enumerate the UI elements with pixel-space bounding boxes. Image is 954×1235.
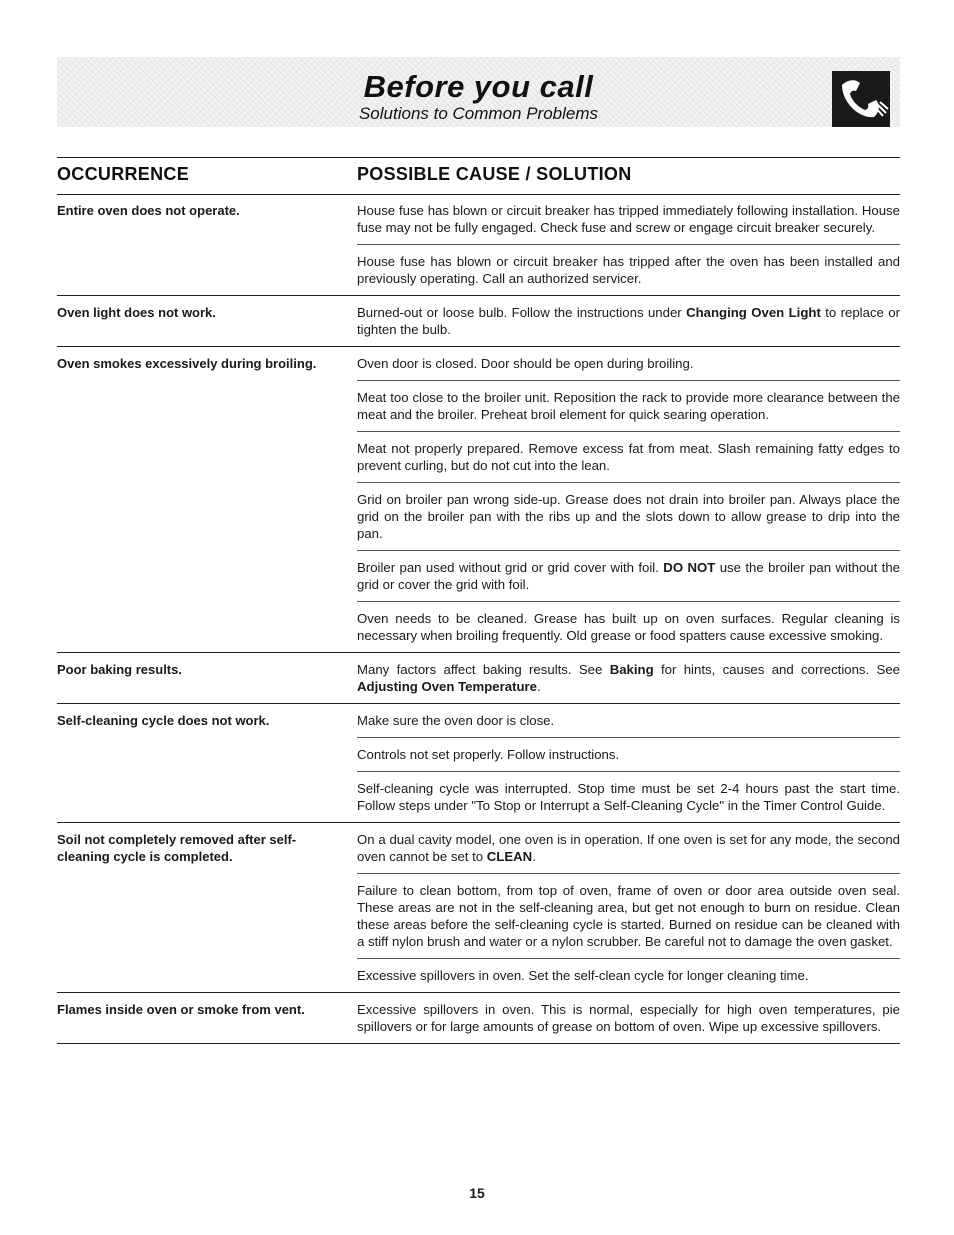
occurrence-cell: Soil not completely removed after self-cleaning cycle is completed. <box>57 832 297 864</box>
solution-text: . <box>532 849 536 864</box>
solution-emphasis: Adjusting Oven Temperature <box>357 679 538 694</box>
table-row <box>57 704 900 823</box>
occurrence-cell: Entire oven does not operate. <box>57 203 240 218</box>
cause-column-header: POSSIBLE CAUSE / SOLUTION <box>357 164 632 184</box>
occurrence-cell: Oven smokes excessively during broiling. <box>57 356 317 371</box>
solution-text: Self-cleaning cycle was interrupted. Stop time must be set 2-4 hours past the start time. Follow steps under "To Stop or Interrupt a Self-Cleaning Cycle" in the Timer Control Guide. <box>357 781 900 813</box>
solution-text: On a dual cavity model, one oven is in operation. If one oven is set for any mode, the second oven cannot be set to <box>357 832 900 864</box>
table-row <box>57 194 900 296</box>
solution-text: Broiler pan used without grid or grid cover with foil. <box>357 560 664 575</box>
solution-text: to replace or tighten the bulb. <box>357 305 900 337</box>
solution-text: Oven needs to be cleaned. Grease has built up on oven surfaces. Regular cleaning is necessary when broiling frequently. Old grease or food spatters cause excessive smoking. <box>357 611 900 643</box>
solution-emphasis: Changing Oven Light <box>686 305 821 320</box>
solution-text: Make sure the oven door is close. <box>357 713 555 728</box>
telephone-receiver-icon <box>832 71 890 127</box>
header-banner <box>57 57 900 127</box>
solution-paragraph <box>357 653 900 703</box>
occurrence-cell: Oven light does not work. <box>57 305 216 320</box>
solution-paragraph <box>357 347 900 380</box>
solution-text: House fuse has blown or circuit breaker has tripped immediately following installation. House fuse may not be fully engaged. Check fuse and screw or engage circuit breaker securely. <box>357 203 900 235</box>
solution-text: Failure to clean bottom, from top of oven, frame of oven or door area outside oven seal. These areas are not in the self-cleaning area, but get not enough to burn on residue. Clean these areas before the self-cleaning cycle is started. Burned on residue can be cleaned with a stiff nylon brush and water or a nylon scrubber. Be careful not to damage the oven gasket. <box>357 883 900 949</box>
solution-emphasis: CLEAN <box>486 849 533 864</box>
solution-text: Meat too close to the broiler unit. Reposition the rack to provide more clearance between the meat and the broiler. Preheat broil element for quick searing operation. <box>357 390 900 422</box>
solution-cell <box>357 823 900 992</box>
occurrence-column-header: OCCURRENCE <box>57 164 190 184</box>
table-row <box>57 823 900 993</box>
table-row <box>57 993 900 1044</box>
solution-paragraph <box>357 296 900 346</box>
solution-cell <box>357 296 900 346</box>
solution-text: Many factors affect baking results. See <box>357 662 610 677</box>
solution-text: Burned-out or loose bulb. Follow the instructions under <box>357 305 687 320</box>
solution-paragraph <box>357 482 900 550</box>
solution-paragraph <box>357 771 900 822</box>
table-row <box>57 296 900 347</box>
page-title: Before you call <box>363 69 594 104</box>
solution-cell <box>357 993 900 1043</box>
solution-paragraph <box>357 380 900 431</box>
page-subtitle: Solutions to Common Problems <box>358 104 599 123</box>
solution-text: Controls not set properly. Follow instructions. <box>357 747 620 762</box>
solution-paragraph <box>357 704 900 737</box>
solution-paragraph <box>357 873 900 958</box>
solution-emphasis: DO NOT <box>663 560 716 575</box>
solution-text: for hints, causes and corrections. See <box>653 662 900 677</box>
solution-text: Excessive spillovers in oven. This is normal, especially for high oven temperatures, pie spillovers or for large amounts of grease on bottom of oven. Wipe up excessive spillovers. <box>357 1002 900 1034</box>
solution-paragraph <box>357 431 900 482</box>
table-row <box>57 347 900 653</box>
occurrence-cell: Flames inside oven or smoke from vent. <box>57 1002 305 1017</box>
solution-paragraph <box>357 823 900 873</box>
column-headers <box>57 157 900 195</box>
solution-paragraph <box>357 601 900 652</box>
solution-text: use the broiler pan without the grid or cover the grid with foil. <box>357 560 900 592</box>
solution-text: House fuse has blown or circuit breaker has tripped after the oven has been installed and previously operating. Call an authorized servicer. <box>357 254 900 286</box>
page-number: 15 <box>469 1185 485 1201</box>
solution-cell <box>357 653 900 703</box>
solution-paragraph <box>357 244 900 295</box>
table-row <box>57 653 900 704</box>
solution-paragraph <box>357 737 900 771</box>
occurrence-cell: Self-cleaning cycle does not work. <box>57 713 270 728</box>
solution-text: Grid on broiler pan wrong side-up. Grease does not drain into broiler pan. Always place the grid on the broiler pan with the ribs up and the slots down to allow grease to drip into the pan. <box>357 492 900 541</box>
solution-emphasis: Baking <box>609 662 654 677</box>
solution-paragraph <box>357 194 900 244</box>
solution-cell <box>357 194 900 295</box>
solution-paragraph <box>357 958 900 992</box>
solution-cell <box>357 704 900 822</box>
solution-cell <box>357 347 900 652</box>
solution-text: . <box>537 679 541 694</box>
solution-paragraph <box>357 550 900 601</box>
solution-text: Meat not properly prepared. Remove excess fat from meat. Slash remaining fatty edges to prevent curling, but do not cut into the lean. <box>357 441 900 473</box>
solution-text: Excessive spillovers in oven. Set the self-clean cycle for longer cleaning time. <box>357 968 809 983</box>
solution-text: Oven door is closed. Door should be open during broiling. <box>357 356 694 371</box>
solution-paragraph <box>357 993 900 1043</box>
occurrence-cell: Poor baking results. <box>57 662 182 677</box>
troubleshooting-table <box>57 194 900 1044</box>
